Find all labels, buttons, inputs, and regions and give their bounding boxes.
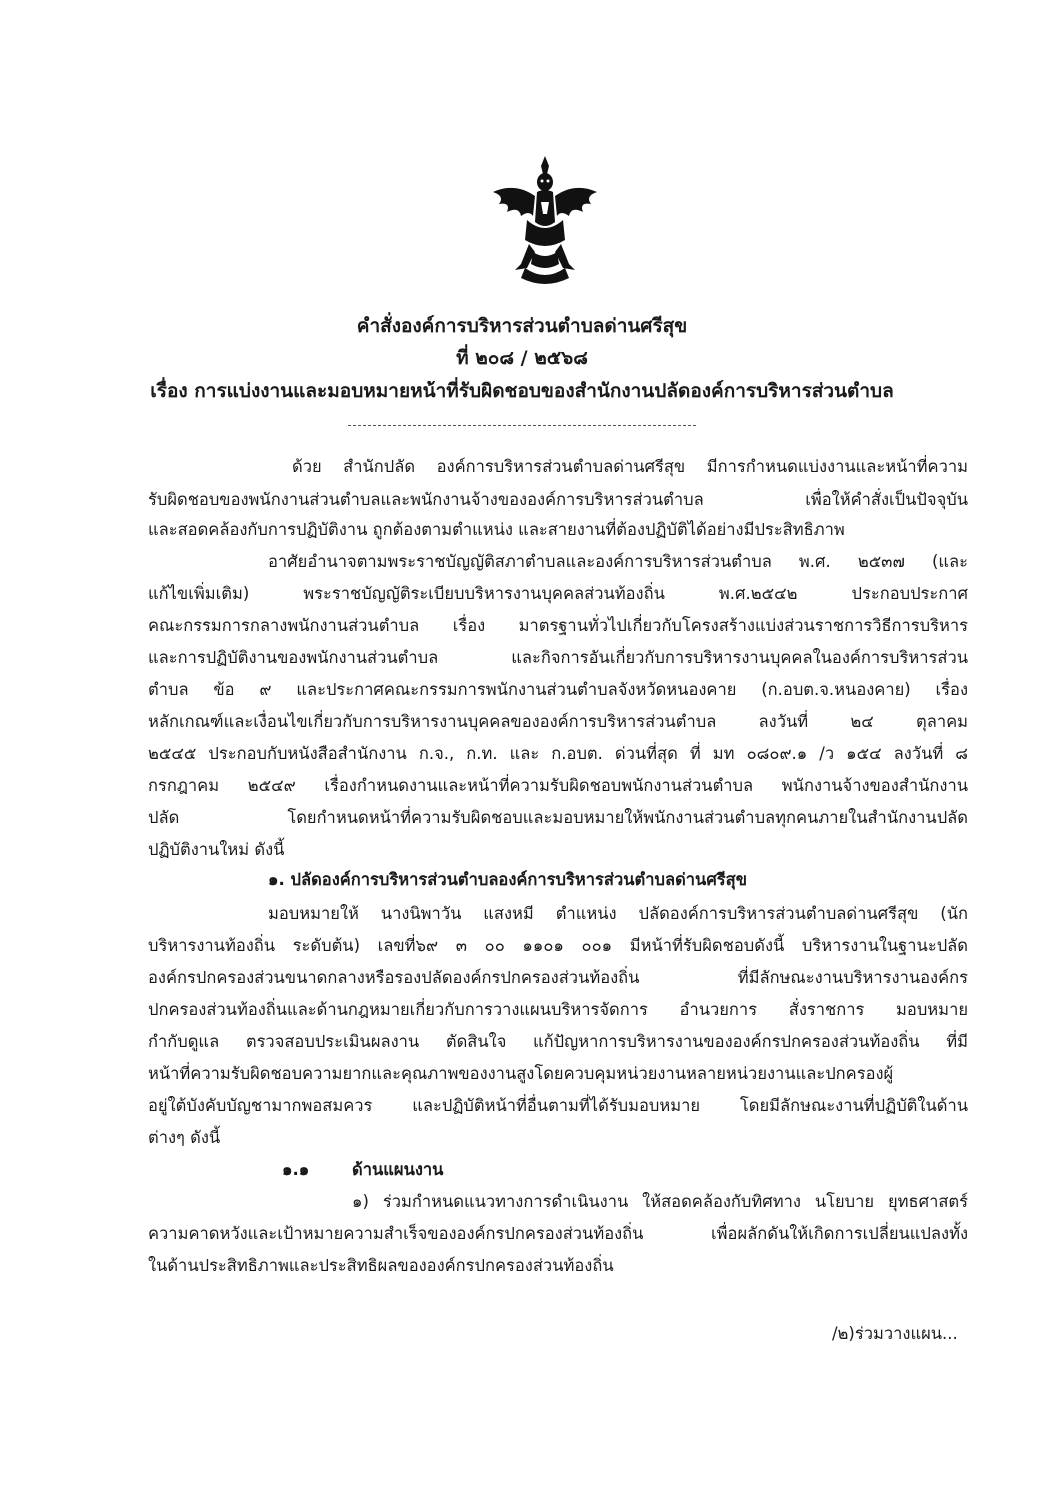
section-1-line-2: บริหารงานท้องถิ่น ระดับต้น) เลขที่๖๙ ๓ ๐๐ ๑๑๐๑ ๐๐๑ มีหน้าที่รับผิดชอบดังนี้ บริหารงานในฐานะปลัด	[148, 936, 968, 955]
garuda-emblem-icon	[485, 152, 605, 292]
authority-line-6: หลักเกณฑ์และเงื่อนไขเกี่ยวกับการบริหารงานบุคคลขององค์การบริหารส่วนตำบล ลงวันที่ ๒๔ ตุลาคม	[148, 712, 968, 731]
subsection-1-1-line-1: ๑) ร่วมกำหนดแนวทางการดำเนินงาน ให้สอดคล้องกับทิศทาง นโยบาย ยุทธศาสตร์	[352, 1192, 968, 1211]
section-1-heading: ๑. ปลัดองค์การบริหารส่วนตำบลองค์การบริหารส่วนตำบลด่านศรีสุข	[268, 870, 748, 889]
subsection-1-1-title: ด้านแผนงาน	[352, 1160, 444, 1179]
separator-line	[348, 425, 696, 426]
section-1-line-1: มอบหมายให้ นางนิพาวัน แสงหมี ตำแหน่ง ปลัดองค์การบริหารส่วนตำบลด่านศรีสุข (นัก	[268, 904, 968, 923]
authority-line-9: ปลัด โดยกำหนดหน้าที่ความรับผิดชอบและมอบหมายให้พนักงานส่วนตำบลทุกคนภายในสำนักงานปลัด	[148, 808, 968, 827]
authority-line-10: ปฏิบัติงานใหม่ ดังนี้	[148, 840, 285, 859]
authority-line-2: แก้ไขเพิ่มเติม) พระราชบัญญัติระเบียบบริหารงานบุคคลส่วนท้องถิ่น พ.ศ.๒๕๔๒ ประกอบประกาศ	[148, 584, 968, 603]
section-1-line-5: กำกับดูแล ตรวจสอบประเมินผลงาน ตัดสินใจ แก้ปัญหาการบริหารงานขององค์กรปกครองส่วนท้องถิ่น ที่มี	[148, 1032, 968, 1051]
subsection-1-1-line-2: ความคาดหวังและเป้าหมายความสำเร็จขององค์กรปกครองส่วนท้องถิ่น เพื่อผลักดันให้เกิดการเปลี่ยนแปลงทั้ง	[148, 1224, 968, 1243]
section-1-line-3: องค์กรปกครองส่วนขนาดกลางหรือรองปลัดองค์กรปกครองส่วนท้องถิ่น ที่มีลักษณะงานบริหารงานองค์กร	[148, 968, 968, 987]
authority-line-3: คณะกรรมการกลางพนักงานส่วนตำบล เรื่อง มาตรฐานทั่วไปเกี่ยวกับโครงสร้างแบ่งส่วนราชการวิธีการบริหาร	[148, 616, 968, 635]
order-title: คำสั่งองค์การบริหารส่วนตำบลด่านศรีสุข	[356, 315, 688, 337]
intro-line-1: ด้วย สำนักปลัด องค์การบริหารส่วนตำบลด่านศรีสุข มีการกำหนดแบ่งงานและหน้าที่ความ	[292, 457, 968, 476]
section-1-line-4: ปกครองส่วนท้องถิ่นและด้านกฎหมายเกี่ยวกับการวางแผนบริหารจัดการ อำนวยการ สั่งราชการ มอบหมาย	[148, 1000, 968, 1019]
subsection-1-1-line-3: ในด้านประสิทธิภาพและประสิทธิผลขององค์กรปกครองส่วนท้องถิ่น	[148, 1256, 614, 1275]
intro-line-2: รับผิดชอบของพนักงานส่วนตำบลและพนักงานจ้างขององค์การบริหารส่วนตำบล เพื่อให้คำสั่งเป็นปัจจุบัน	[148, 490, 968, 509]
authority-line-8: กรกฎาคม ๒๕๔๙ เรื่องกำหนดงานและหน้าที่ความรับผิดชอบพนักงานส่วนตำบล พนักงานจ้างของสำนักงาน	[148, 776, 968, 795]
order-number: ที่ ๒๐๘ / ๒๕๖๘	[456, 347, 588, 369]
page-continuation: /๒)ร่วมวางแผน...	[832, 1324, 958, 1343]
section-1-line-6: หน้าที่ความรับผิดชอบความยากและคุณภาพของงานสูงโดยควบคุมหน่วยงานหลายหน่วยงานและปกครองผู้	[148, 1064, 894, 1083]
subsection-1-1-number: ๑.๑	[282, 1160, 310, 1179]
authority-line-4: และการปฏิบัติงานของพนักงานส่วนตำบล และกิจการอันเกี่ยวกับการบริหารงานบุคคลในองค์การบริหารส่วน	[148, 648, 968, 667]
authority-line-1: อาศัยอำนาจตามพระราชบัญญัติสภาตำบลและองค์การบริหารส่วนตำบล พ.ศ. ๒๕๓๗ (และ	[268, 552, 968, 571]
section-1-line-8: ต่างๆ ดังนี้	[148, 1128, 221, 1147]
authority-line-7: ๒๕๔๕ ประกอบกับหนังสือสำนักงาน ก.จ., ก.ท. และ ก.อบต. ด่วนที่สุด ที่ มท ๐๘๐๙.๑ /ว ๑๕๔ ลงวันที่ ๘	[148, 744, 968, 763]
section-1-line-7: อยู่ใต้บังคับบัญชามากพอสมควร และปฏิบัติหน้าที่อื่นตามที่ได้รับมอบหมาย โดยมีลักษณะงานที่ปฏิบัติในด้าน	[148, 1096, 968, 1115]
order-subject: เรื่อง การแบ่งงานและมอบหมายหน้าที่รับผิดชอบของสำนักงานปลัดองค์การบริหารส่วนตำบล	[150, 380, 894, 402]
authority-line-5: ตำบล ข้อ ๙ และประกาศคณะกรรมการพนักงานส่วนตำบลจังหวัดหนองคาย (ก.อบต.จ.หนองคาย) เรื่อง	[148, 680, 968, 699]
intro-line-3: และสอดคล้องกับการปฏิบัติงาน ถูกต้องตามตำแหน่ง และสายงานที่ต้องปฏิบัติได้อย่างมีประสิทธิภาพ	[148, 520, 845, 539]
